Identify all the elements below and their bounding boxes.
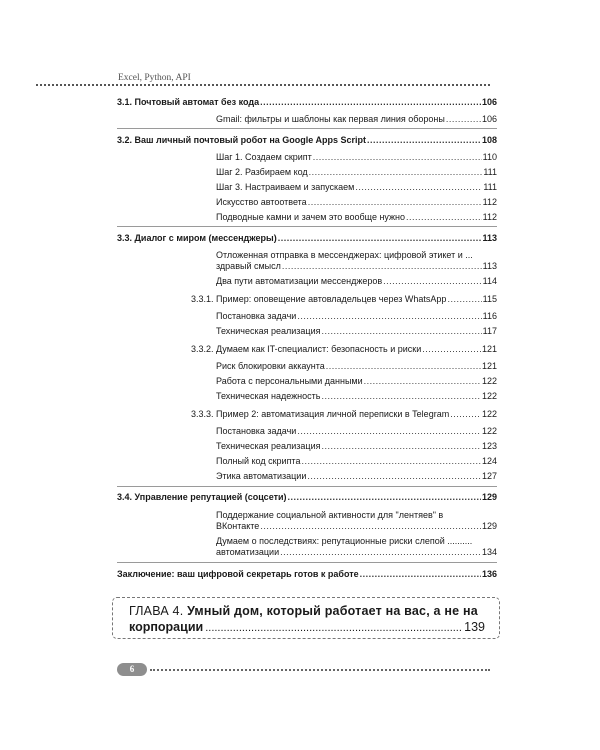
toc-leader [326,360,481,372]
toc-title: 3.4. Управление репутацией (соцсети) [117,492,287,502]
page-number-badge: 6 [117,663,147,676]
toc-leader [355,181,482,193]
toc-entry-wrapped-line2[interactable] [216,546,497,558]
section-divider [117,128,497,129]
toc-entry[interactable] [216,151,497,163]
toc-title: Этика автоматизации [216,471,307,481]
toc-leader [447,293,481,305]
toc-page: 124 [481,456,497,466]
toc-leader [383,275,481,287]
section-divider [117,486,497,487]
toc-leader [308,196,482,208]
toc-page: 115 [482,294,497,304]
toc-entry-wrapped-line2[interactable] [216,520,497,532]
toc-leader [313,151,482,163]
toc-entry[interactable] [216,425,497,437]
toc-section-3-2[interactable] [117,134,497,146]
toc-entry[interactable] [216,310,497,322]
toc-title-line1: Поддержание социальной активности для "лентяев" в [216,510,444,520]
toc-subsection-3-3-1[interactable] [191,293,497,305]
toc-entry[interactable] [216,440,497,452]
chapter-4-box[interactable] [112,597,500,639]
toc-title: 3.3. Диалог с миром (мессенджеры) [117,233,277,243]
toc-page: 113 [482,233,497,243]
toc-leader [278,232,482,244]
toc-page: 112 [482,197,497,207]
toc-page: 111 [483,182,497,192]
toc-title: здравый смысл [216,261,281,271]
toc-leader [280,546,481,558]
toc-section-3-3[interactable] [117,232,497,244]
toc-page: 122 [481,426,497,436]
toc-page: 129 [481,521,497,531]
toc-title: Шаг 1. Создаем скрипт [216,152,312,162]
toc-page: 123 [481,441,497,451]
running-head: Excel, Python, API [118,73,191,83]
toc-title: Заключение: ваш цифровой секретарь готов к работе [117,569,359,579]
chapter-page: 139 [464,620,485,634]
toc-entry[interactable] [216,470,497,482]
toc-page: 111 [483,167,497,177]
toc-conclusion[interactable] [117,568,497,580]
chapter-label: ГЛАВА 4. [129,604,184,618]
toc-entry[interactable] [216,455,497,467]
toc-page: 110 [482,152,497,162]
toc-title: Работа с персональными данными [216,376,363,386]
toc-entry[interactable] [216,166,497,178]
toc-leader [322,325,482,337]
toc-leader [301,455,481,467]
toc-page: 136 [481,569,497,579]
toc-title-line1: Думаем о последствиях: репутационные риски слепой .......... [216,536,473,546]
toc-leader [297,425,481,437]
toc-page: 113 [482,261,497,271]
toc-entry[interactable] [216,390,497,402]
toc-page: 106 [481,97,497,107]
toc-page: 117 [482,326,497,336]
toc-entry[interactable] [216,196,497,208]
toc-entry[interactable] [216,113,497,125]
toc-leader [446,113,481,125]
toc-title: Gmail: фильтры и шаблоны как первая линия обороны [216,114,445,124]
toc-entry[interactable] [216,325,497,337]
toc-page: 121 [481,344,497,354]
toc-entry[interactable] [216,181,497,193]
toc-page: 112 [482,212,497,222]
toc-subsection-3-3-3[interactable] [191,408,497,420]
toc-entry[interactable] [216,360,497,372]
toc-leader [260,96,481,108]
section-divider [117,562,497,563]
toc-leader [422,343,481,355]
toc-entry-wrapped-line2[interactable] [216,260,497,272]
toc-leader [364,375,481,387]
toc-leader [367,134,481,146]
toc-title-line1: Отложенная отправка в мессенджерах: цифровой этикет и ... [216,250,473,260]
toc-page: 116 [482,311,497,321]
toc-title: Шаг 3. Настраиваем и запускаем [216,182,355,192]
toc-leader [406,211,482,223]
toc-title: Техническая реализация [216,441,321,451]
toc-title: Подводные камни и зачем это вообще нужно [216,212,406,222]
toc-leader [322,440,481,452]
toc-page: 121 [481,361,497,371]
toc-entry[interactable] [216,375,497,387]
toc-title: 3.2. Ваш личный почтовый робот на Google Apps Script [117,135,366,145]
toc-page: 122 [481,376,497,386]
toc-title: 3.1. Почтовый автомат без кода [117,97,260,107]
chapter-heading-line1 [129,604,489,618]
toc-title: Постановка задачи [216,426,297,436]
toc-page: 122 [481,391,497,401]
toc-leader [309,166,483,178]
toc-title: Риск блокировки аккаунта [216,361,325,371]
toc-title: Техническая реализация [216,326,321,336]
toc-title: Техническая надежность [216,391,321,401]
toc-entry[interactable] [216,275,497,287]
toc-title: Шаг 2. Разбираем код [216,167,308,177]
toc-leader [205,622,462,634]
toc-page: 108 [481,135,497,145]
chapter-title-line1: Умный дом, который работает на вас, а не на [187,604,478,618]
toc-title: Полный код скрипта [216,456,301,466]
chapter-heading-line2 [129,620,485,634]
toc-page: 134 [481,547,497,557]
chapter-title-line2: корпорации [129,620,204,634]
toc-leader [260,520,481,532]
toc-title: Постановка задачи [216,311,297,321]
section-divider [117,226,497,227]
toc-page: 122 [481,409,497,419]
toc-page: 127 [481,471,497,481]
toc-section-3-1[interactable] [117,96,497,108]
toc-leader [288,491,481,503]
toc-page: 114 [482,276,497,286]
toc-leader [450,408,481,420]
toc-leader [307,470,481,482]
toc-page: 129 [481,492,497,502]
toc-leader [297,310,481,322]
toc-title: Два пути автоматизации мессенджеров [216,276,383,286]
toc-page: 106 [481,114,497,124]
toc-title: Искусство автоответа [216,197,307,207]
toc-section-3-4[interactable] [117,491,497,503]
toc-leader [360,568,481,580]
toc-title: автоматизации [216,547,280,557]
toc-title: 3.3.2. Думаем как IT-специалист: безопасность и риски [191,344,422,354]
toc-title: 3.3.3. Пример 2: автоматизация личной переписки в Telegram [191,409,450,419]
toc-leader [282,260,482,272]
header-rule [36,84,490,86]
toc-title: 3.3.1. Пример: оповещение автовладельцев через WhatsApp [191,294,447,304]
toc-leader [321,390,481,402]
toc-subsection-3-3-2[interactable] [191,343,497,355]
toc-title: ВКонтакте [216,521,260,531]
toc-entry[interactable] [216,211,497,223]
footer-rule [150,669,490,671]
